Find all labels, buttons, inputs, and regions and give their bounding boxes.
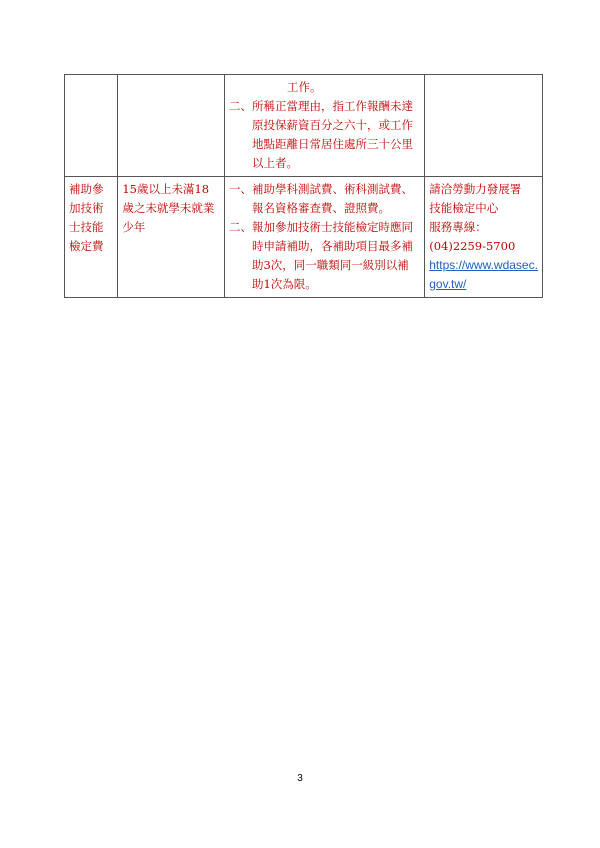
contact-agency: 請洽勞動力發展署 (429, 182, 522, 196)
list-item (229, 97, 420, 173)
list-item-text: 所稱正當理由，指工作報酬未達原投保薪資百分之六十，或工作地點距離日常居住處所三十公里以上者。 (251, 99, 413, 170)
contact-url-link[interactable]: gov.tw/ (429, 277, 467, 291)
table-cell-empty (65, 75, 118, 177)
list-item-number: 一、 (228, 182, 252, 196)
subsidy-name: 補助參加技術士技能檢定費 (69, 182, 104, 253)
table-cell-description (224, 177, 424, 298)
list-item-text: 報加參加技術士技能檢定時應同時申請補助，各補助項目最多補助3次，同一職類同一級別以補助1次為限。 (251, 220, 413, 291)
table-cell-contact (425, 177, 543, 298)
list-item-number: 二、 (228, 99, 252, 113)
page-number: 3 (297, 773, 303, 784)
table-cell-target (118, 177, 225, 298)
contact-url-link[interactable]: https://www.wdasec. (429, 258, 538, 272)
table-cell-empty (425, 75, 543, 177)
list-item-number: 二、 (228, 220, 252, 234)
table-row (65, 75, 543, 177)
contact-center: 技能檢定中心 (429, 201, 499, 215)
contact-phone: (04)2259-5700 (429, 239, 516, 253)
list-item-text: 補助學科測試費、術科測試費、報名資格審查費、證照費。 (251, 182, 413, 215)
list-item (229, 218, 420, 294)
eligibility-text: 15歲以上未滿18歲之未就學未就業少年 (122, 182, 215, 234)
table-cell-description (224, 75, 424, 177)
contact-hotline-label: 服務專線： (429, 220, 487, 234)
list-item (229, 180, 420, 218)
table-cell-name (65, 177, 118, 298)
table-row (65, 177, 543, 298)
table-cell-empty (118, 75, 225, 177)
continuation-text: 工作。 (286, 80, 322, 94)
benefits-table (64, 74, 543, 298)
